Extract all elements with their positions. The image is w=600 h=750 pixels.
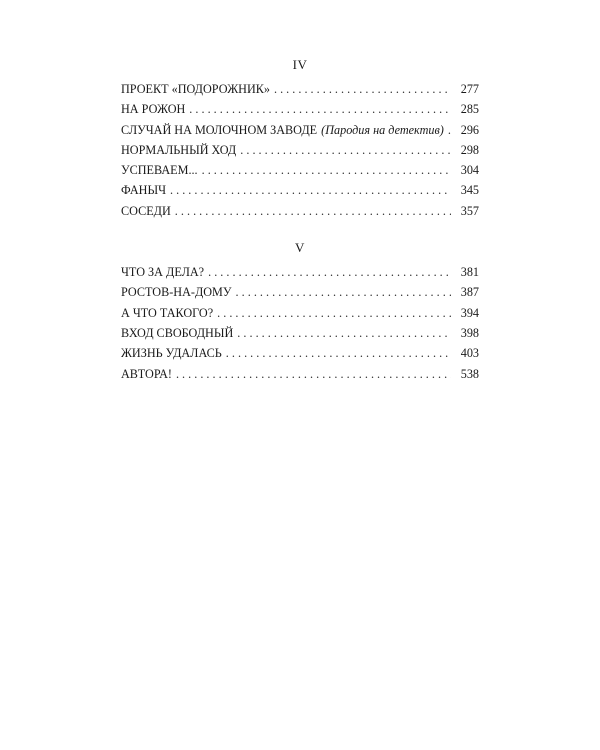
- page-number: 285: [460, 102, 479, 117]
- entry-title: ЖИЗНЬ УДАЛАСЬ: [121, 346, 222, 361]
- page-number: 298: [460, 142, 479, 157]
- page-number: 381: [460, 265, 479, 280]
- dot-leader: [202, 160, 451, 180]
- entry-title: ЧТО ЗА ДЕЛА?: [121, 265, 205, 280]
- page-number: 357: [460, 203, 479, 218]
- page-number: 345: [460, 183, 479, 198]
- page-number: 403: [460, 346, 479, 361]
- toc-entry[interactable]: [121, 99, 479, 119]
- entry-title: А ЧТО ТАКОГО?: [121, 305, 214, 320]
- entry-title: СОСЕДИ: [121, 203, 171, 218]
- section-heading: V: [295, 240, 305, 256]
- dot-leader: [237, 323, 451, 343]
- dot-leader: [170, 180, 451, 200]
- entry-title: НА РОЖОН: [121, 102, 186, 117]
- toc-section-iv: [121, 56, 479, 221]
- entry-title: РОСТОВ-НА-ДОМУ: [121, 285, 232, 300]
- toc-entry[interactable]: [121, 343, 479, 363]
- toc-entry[interactable]: [121, 201, 479, 221]
- dot-leader: [189, 99, 451, 119]
- entry-subtitle: (Пародия на детектив): [321, 122, 444, 137]
- dot-leader: [217, 303, 451, 323]
- dot-leader: [448, 120, 451, 140]
- table-of-contents: [121, 56, 479, 384]
- section-heading: IV: [292, 57, 308, 72]
- entry-title: ПРОЕКТ «ПОДОРОЖНИК»: [121, 82, 270, 96]
- page-number: 387: [460, 285, 479, 300]
- entry-title: СЛУЧАЙ НА МОЛОЧНОМ ЗАВОДЕ: [121, 122, 318, 137]
- toc-entry[interactable]: [121, 79, 479, 99]
- toc-section-v: [121, 239, 479, 384]
- dot-leader: [240, 140, 451, 160]
- page-number: 538: [460, 366, 479, 381]
- dot-leader: [274, 79, 451, 99]
- toc-entry[interactable]: [121, 364, 479, 384]
- toc-entry[interactable]: [121, 303, 479, 323]
- page-number: 277: [460, 82, 479, 96]
- entry-title: ФАНЫЧ: [121, 183, 167, 198]
- page-number: 394: [460, 305, 479, 320]
- entry-title: ВХОД СВОБОДНЫЙ: [121, 325, 234, 340]
- dot-leader: [236, 282, 451, 302]
- page-number: 398: [460, 325, 479, 340]
- toc-entry[interactable]: [121, 140, 479, 160]
- dot-leader: [226, 343, 451, 363]
- toc-entry[interactable]: [121, 120, 479, 140]
- toc-entry[interactable]: [121, 160, 479, 180]
- toc-entry[interactable]: [121, 180, 479, 200]
- dot-leader: [208, 262, 451, 282]
- toc-entry[interactable]: [121, 262, 479, 282]
- toc-entry[interactable]: [121, 323, 479, 343]
- toc-entry[interactable]: [121, 282, 479, 302]
- page-number: 304: [460, 163, 479, 178]
- dot-leader: [176, 364, 451, 384]
- entry-title: АВТОРА!: [121, 366, 172, 381]
- entry-title: НОРМАЛЬНЫЙ ХОД: [121, 142, 237, 157]
- entry-title: УСПЕВАЕМ...: [121, 163, 198, 178]
- page-number: 296: [460, 122, 479, 137]
- dot-leader: [175, 201, 451, 221]
